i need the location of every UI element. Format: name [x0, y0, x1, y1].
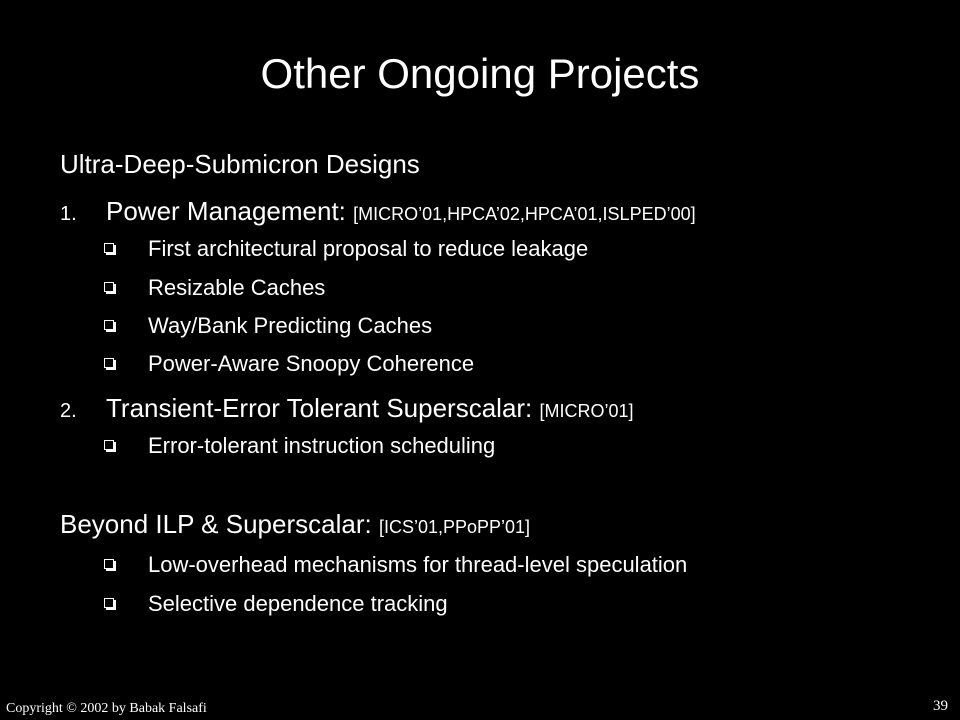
item-number: 2.	[60, 400, 77, 422]
slide-title: Other Ongoing Projects	[260, 50, 700, 97]
bullet-text: First architectural proposal to reduce leakage	[148, 236, 589, 261]
bullet-text: Way/Bank Predicting Caches	[148, 313, 433, 338]
heading-text: Beyond ILP & Superscalar:	[60, 509, 379, 539]
page-number: 39	[933, 698, 948, 714]
item-text: Power Management:	[106, 196, 354, 226]
bullet-text: Resizable Caches	[148, 275, 326, 300]
copyright-notice: Copyright © 2002 by Babak Falsafi	[6, 701, 207, 716]
bullet-item	[104, 550, 687, 580]
item-citation: [MICRO’01,HPCA’02,HPCA’01,ISLPED’00]	[353, 204, 696, 224]
item-citation: [MICRO’01]	[539, 401, 634, 421]
bullet-text: Low-overhead mechanisms for thread-level speculation	[148, 552, 688, 577]
checkbox-bullet-icon	[104, 320, 114, 330]
checkbox-bullet-icon	[104, 243, 114, 253]
bullet-text: Selective dependence tracking	[148, 591, 448, 616]
bullet-item	[104, 349, 474, 379]
item-text: Transient-Error Tolerant Superscalar:	[106, 393, 540, 423]
numbered-item-transient-error	[60, 391, 634, 428]
bullet-text: Error-tolerant instruction scheduling	[148, 433, 496, 458]
checkbox-bullet-icon	[104, 358, 114, 368]
item-number: 1.	[60, 203, 77, 225]
checkbox-bullet-icon	[104, 282, 114, 292]
checkbox-bullet-icon	[104, 598, 114, 608]
bullet-item	[104, 273, 325, 303]
bullet-item	[104, 431, 495, 461]
bullet-item	[104, 589, 448, 619]
checkbox-bullet-icon	[104, 440, 114, 450]
heading-citation: [ICS’01,PPoPP’01]	[378, 517, 531, 537]
bullet-text: Power-Aware Snoopy Coherence	[148, 351, 475, 376]
bullet-item	[104, 311, 432, 341]
section-heading-beyond-ilp	[60, 507, 530, 544]
checkbox-bullet-icon	[104, 559, 114, 569]
bullet-item	[104, 234, 588, 264]
numbered-item-power-management	[60, 194, 696, 231]
section-heading-udsm: Ultra-Deep-Submicron Designs	[60, 149, 420, 179]
